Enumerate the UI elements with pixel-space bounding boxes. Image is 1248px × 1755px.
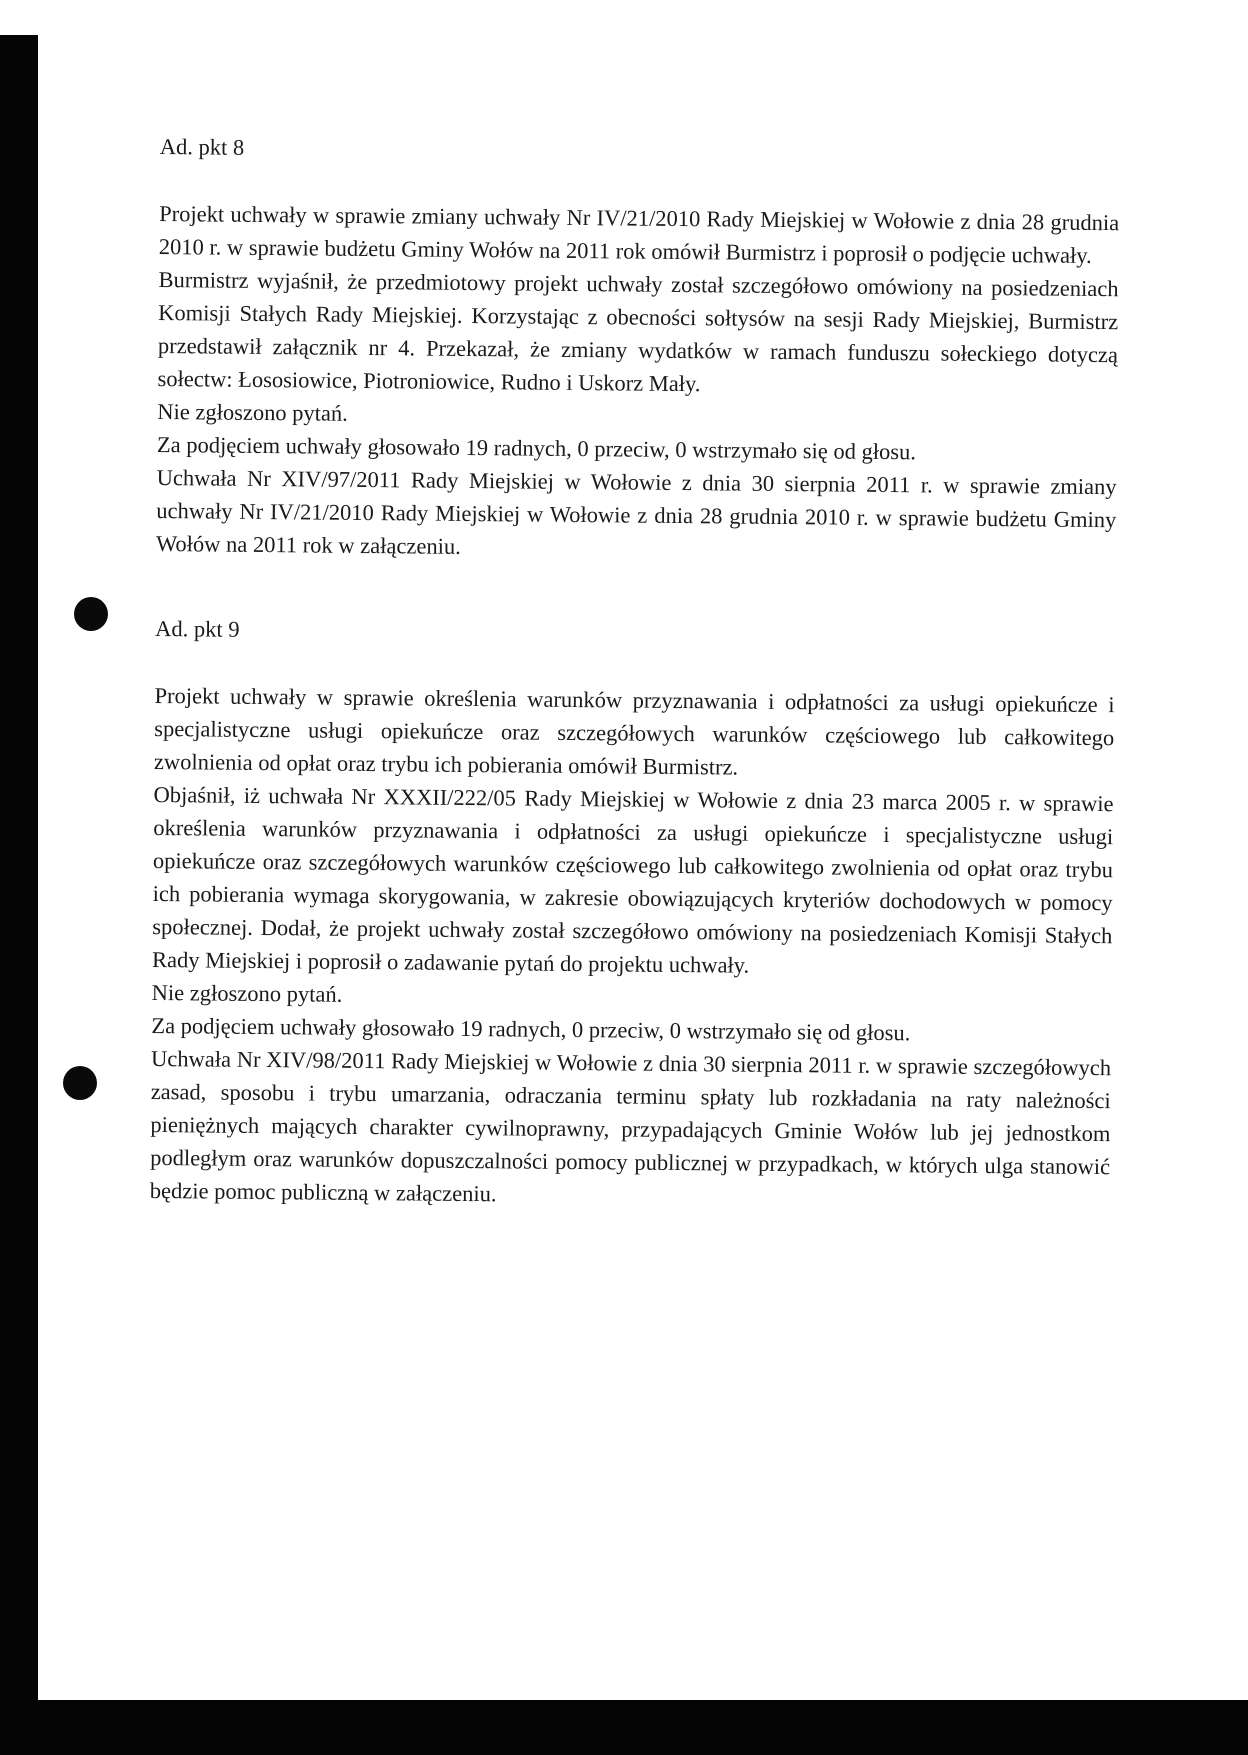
paragraph: Za podjęciem uchwały głosowało 19 radnych, 0 przeciw, 0 wstrzymało się od głosu. <box>156 431 917 465</box>
paragraph: Projekt uchwały w sprawie określenia warunków przyznawania i odpłatności za usługi opiekuńcze i specjalistyczne usługi opiekuńcze oraz szczegółowych warunków częściowego lub całkowitego zwolnienia od opłat oraz trybu ich pobierania omówił Burmistrz. <box>153 682 1115 780</box>
section-pkt-8 <box>156 130 1120 569</box>
paragraph: Nie zgłoszono pytań. <box>151 979 343 1007</box>
paragraph: Za podjęciem uchwały głosowało 19 radnych, 0 przeciw, 0 wstrzymało się od głosu. <box>151 1012 911 1046</box>
paragraph: Uchwała Nr XIV/97/2011 Rady Miejskiej w Wołowie z dnia 30 sierpnia 2011 r. w sprawie zmiany uchwały Nr IV/21/2010 Rady Miejskiej w Wołowie z dnia 28 grudnia 2010 r. w sprawie budżetu Gminy Wołów na 2011 rok w załączeniu. <box>155 464 1117 559</box>
paragraph: Nie zgłoszono pytań. <box>157 398 349 426</box>
paragraph: Uchwała Nr XIV/98/2011 Rady Miejskiej w Wołowie z dnia 30 sierpnia 2011 r. w sprawie szczegółowych zasad, sposobu i trybu umarzania, odraczania terminu spłaty lub rozkładania na raty należności pieniężnych mających charakter cywilnoprawny, przypadających Gminie Wołów lub jej jednostkom podległym oraz warunków dopuszczalności pomocy publicznej w przypadkach, w których ulga stanowić będzie pomoc publiczną w załączeniu. <box>149 1045 1112 1207</box>
section-heading: Ad. pkt 8 <box>159 133 245 160</box>
punch-hole-lower <box>63 1066 97 1100</box>
scan-edge-bottom <box>0 1700 1248 1755</box>
paragraph: Projekt uchwały w sprawie zmiany uchwały Nr IV/21/2010 Rady Miejskiej w Wołowie z dnia 28 grudnia 2010 r. w sprawie budżetu Gminy Wołów na 2011 rok omówił Burmistrz i poprosił o podjęcie uchwały. <box>158 200 1120 268</box>
paragraph: Objaśnił, iż uchwała Nr XXXII/222/05 Rady Miejskiej w Wołowie z dnia 23 marca 2005 r. w sprawie określenia warunków przyznawania i odpłatności za usługi opiekuńcze i specjalistyczne usługi opiekuńcze oraz szczegółowych warunków częściowego lub całkowitego zwolnienia od opłat oraz trybu ich pobierania wymaga skorygowania, w zakresie obowiązujących kryteriów dochodowych w pomocy społecznej. Dodał, że projekt uchwały został szczegółowo omówiony na posiedzeniach Komisji Stałych Rady Miejskiej i poprosił o zadawanie pytań do projektu uchwały. <box>151 781 1114 978</box>
paragraph: Burmistrz wyjaśnił, że przedmiotowy projekt uchwały został szczegółowo omówiony na posiedzeniach Komisji Stałych Rady Miejskiej. Korzystając z obecności sołtysów na sesji Rady Miejskiej, Burmistrz przedstawił załącznik nr 4. Przekazał, że zmiany wydatków w ramach funduszu sołeckiego dotyczą sołectw: Łososiowice, Piotroniowice, Rudno i Uskorz Mały. <box>157 266 1119 397</box>
scan-edge-left <box>0 35 38 1755</box>
section-heading: Ad. pkt 9 <box>155 615 240 642</box>
document-body <box>150 130 1120 1216</box>
section-pkt-9 <box>150 612 1116 1216</box>
punch-hole-upper <box>74 597 108 631</box>
